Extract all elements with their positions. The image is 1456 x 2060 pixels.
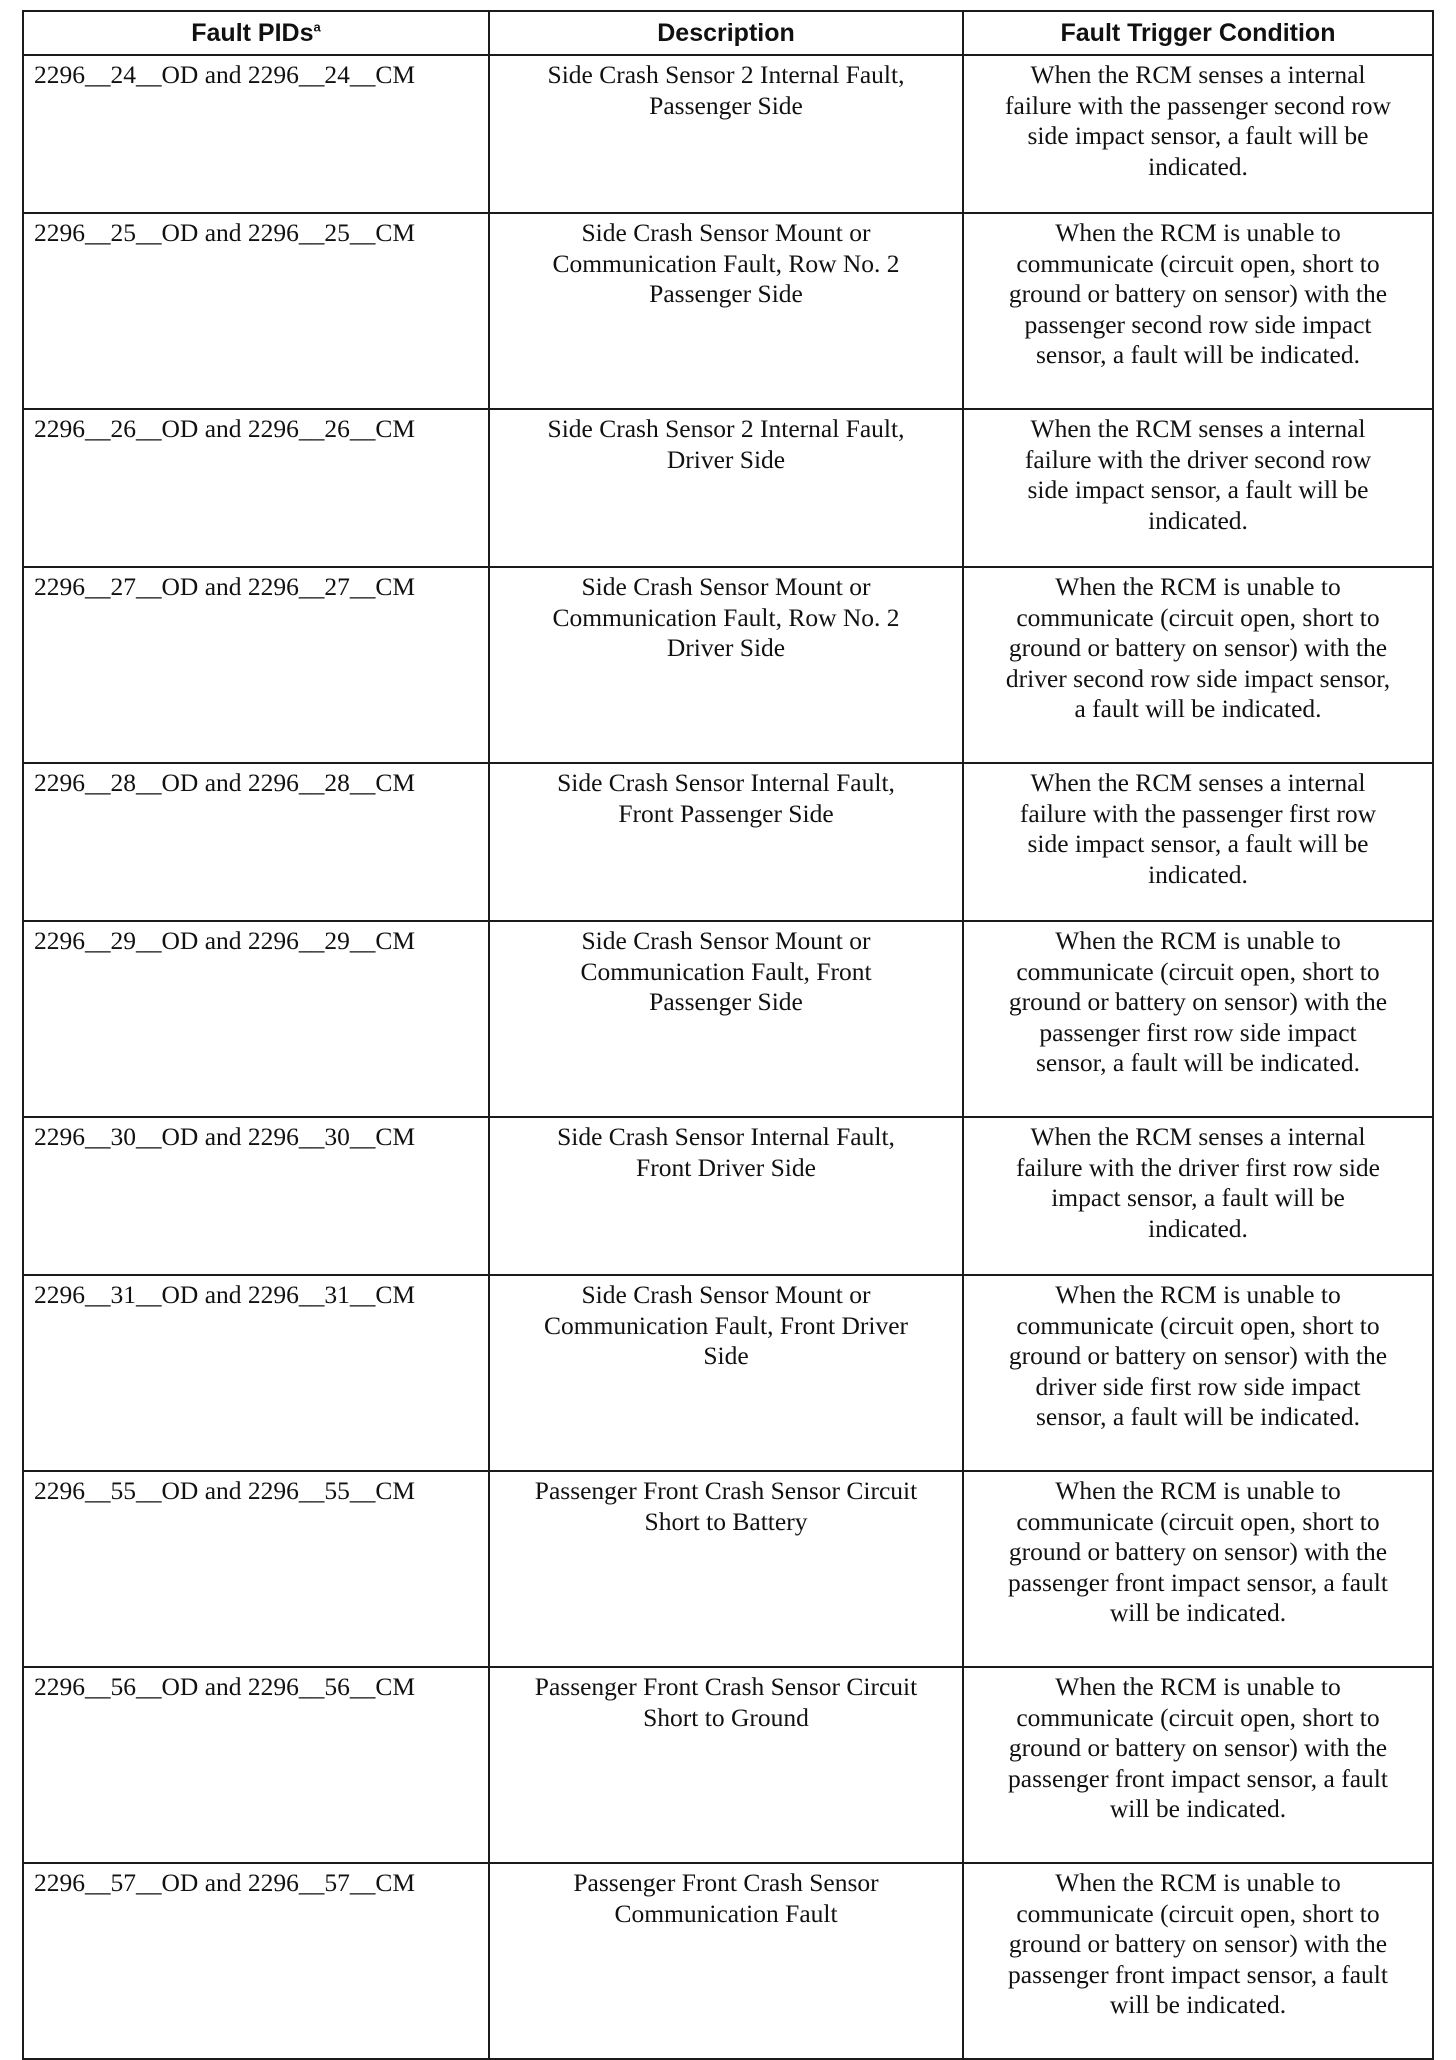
description-line: Passenger Front Crash Sensor Circuit bbox=[534, 1672, 918, 1701]
condition-line: failure with the passenger second row bbox=[1005, 90, 1391, 120]
description-line: Passenger Front Crash Sensor Circuit bbox=[534, 1476, 918, 1505]
description-cell bbox=[489, 567, 963, 763]
condition-line: indicated. bbox=[1148, 859, 1248, 889]
condition-line: driver second row side impact sensor, bbox=[1005, 663, 1391, 693]
condition-line: will be indicated. bbox=[1109, 1990, 1287, 2019]
condition-line: side impact sensor, a fault will be bbox=[1027, 829, 1369, 858]
description-line: Driver Side bbox=[666, 444, 786, 474]
description-line: Communication Fault bbox=[614, 1898, 838, 1928]
condition-line: passenger front impact sensor, a fault bbox=[1008, 1763, 1388, 1793]
condition-line: indicated. bbox=[1148, 1213, 1248, 1243]
description-line: Side Crash Sensor Mount or bbox=[581, 926, 871, 955]
condition-line: passenger front impact sensor, a fault bbox=[1008, 1567, 1388, 1597]
condition-line: indicated. bbox=[1148, 151, 1248, 181]
description-line: Side bbox=[703, 1341, 749, 1370]
description-line: Short to Ground bbox=[643, 1702, 809, 1732]
fault-pid-cell: 2296__55__OD and 2296__55__CM bbox=[23, 1471, 489, 1667]
condition-line: When the RCM is unable to bbox=[1055, 1868, 1341, 1897]
fault-pid-cell: 2296__57__OD and 2296__57__CM bbox=[23, 1863, 489, 2059]
description-cell bbox=[489, 763, 963, 921]
table-row bbox=[23, 1117, 1433, 1275]
description-line: Side Crash Sensor Mount or bbox=[581, 572, 871, 601]
table-row bbox=[23, 1275, 1433, 1471]
description-cell bbox=[489, 213, 963, 409]
description-line: Passenger Front Crash Sensor bbox=[573, 1868, 879, 1897]
condition-line: ground or battery on sensor) with the bbox=[1008, 987, 1388, 1016]
condition-line: failure with the driver second row bbox=[1024, 444, 1372, 474]
fault-pid-table bbox=[22, 10, 1434, 2060]
header-fault-pids-label: Fault PIDs bbox=[191, 18, 314, 47]
trigger-condition-cell bbox=[963, 1863, 1433, 2059]
fault-pid-cell: 2296__29__OD and 2296__29__CM bbox=[23, 921, 489, 1117]
condition-line: side impact sensor, a fault will be bbox=[1027, 475, 1369, 504]
description-cell bbox=[489, 409, 963, 567]
condition-line: passenger second row side impact bbox=[1024, 309, 1372, 339]
description-cell bbox=[489, 1667, 963, 1863]
condition-line: When the RCM is unable to bbox=[1055, 1280, 1341, 1309]
table-row bbox=[23, 1471, 1433, 1667]
condition-line: passenger front impact sensor, a fault bbox=[1008, 1959, 1388, 1989]
fault-pid-cell: 2296__56__OD and 2296__56__CM bbox=[23, 1667, 489, 1863]
condition-line: sensor, a fault will be indicated. bbox=[1035, 1048, 1360, 1077]
header-row bbox=[23, 11, 1433, 55]
description-cell bbox=[489, 921, 963, 1117]
condition-line: When the RCM is unable to bbox=[1055, 1476, 1341, 1505]
table-row bbox=[23, 567, 1433, 763]
table-row bbox=[23, 409, 1433, 567]
fault-pid-cell: 2296__27__OD and 2296__27__CM bbox=[23, 567, 489, 763]
table-row bbox=[23, 921, 1433, 1117]
description-line: Side Crash Sensor Mount or bbox=[581, 1280, 871, 1309]
condition-line: communicate (circuit open, short to bbox=[1016, 602, 1380, 632]
table-row bbox=[23, 213, 1433, 409]
trigger-condition-cell bbox=[963, 1275, 1433, 1471]
condition-line: ground or battery on sensor) with the bbox=[1008, 1341, 1388, 1370]
condition-line: impact sensor, a fault will be bbox=[1051, 1183, 1345, 1212]
condition-line: driver side first row side impact bbox=[1035, 1371, 1361, 1401]
description-line: Passenger Side bbox=[649, 987, 803, 1016]
table-row bbox=[23, 763, 1433, 921]
trigger-condition-cell bbox=[963, 1117, 1433, 1275]
description-line: Side Crash Sensor 2 Internal Fault, bbox=[547, 414, 905, 443]
description-line: Front Passenger Side bbox=[618, 798, 834, 828]
trigger-condition-cell bbox=[963, 1471, 1433, 1667]
header-trigger-condition: Fault Trigger Condition bbox=[963, 11, 1433, 55]
condition-line: When the RCM senses a internal bbox=[1030, 60, 1366, 89]
condition-line: a fault will be indicated. bbox=[1074, 694, 1322, 723]
condition-line: ground or battery on sensor) with the bbox=[1008, 633, 1388, 662]
condition-line: will be indicated. bbox=[1109, 1794, 1287, 1823]
description-line: Passenger Side bbox=[649, 90, 803, 120]
trigger-condition-cell bbox=[963, 921, 1433, 1117]
condition-line: When the RCM senses a internal bbox=[1030, 768, 1366, 797]
description-line: Passenger Side bbox=[649, 279, 803, 308]
description-cell bbox=[489, 1275, 963, 1471]
description-line: Communication Fault, Front Driver bbox=[543, 1310, 909, 1340]
description-line: Front Driver Side bbox=[636, 1152, 816, 1182]
description-cell bbox=[489, 1117, 963, 1275]
condition-line: sensor, a fault will be indicated. bbox=[1035, 1402, 1360, 1431]
condition-line: failure with the passenger first row bbox=[1019, 798, 1377, 828]
table-body bbox=[23, 55, 1433, 2059]
trigger-condition-cell bbox=[963, 55, 1433, 213]
description-cell bbox=[489, 1471, 963, 1667]
trigger-condition-cell bbox=[963, 567, 1433, 763]
description-line: Driver Side bbox=[666, 633, 786, 662]
condition-line: ground or battery on sensor) with the bbox=[1008, 1929, 1388, 1958]
condition-line: ground or battery on sensor) with the bbox=[1008, 1537, 1388, 1566]
table-row bbox=[23, 1667, 1433, 1863]
condition-line: ground or battery on sensor) with the bbox=[1008, 279, 1388, 308]
description-line: Communication Fault, Row No. 2 bbox=[552, 602, 900, 632]
condition-line: side impact sensor, a fault will be bbox=[1027, 121, 1369, 150]
condition-line: communicate (circuit open, short to bbox=[1016, 956, 1380, 986]
description-line: Short to Battery bbox=[644, 1506, 808, 1536]
condition-line: communicate (circuit open, short to bbox=[1016, 1898, 1380, 1928]
condition-line: failure with the driver first row side bbox=[1016, 1152, 1380, 1182]
condition-line: communicate (circuit open, short to bbox=[1016, 1506, 1380, 1536]
condition-line: When the RCM is unable to bbox=[1055, 1672, 1341, 1701]
fault-pid-cell: 2296__26__OD and 2296__26__CM bbox=[23, 409, 489, 567]
table-row bbox=[23, 1863, 1433, 2059]
fault-pid-cell: 2296__30__OD and 2296__30__CM bbox=[23, 1117, 489, 1275]
condition-line: indicated. bbox=[1148, 505, 1248, 535]
condition-line: communicate (circuit open, short to bbox=[1016, 248, 1380, 278]
condition-line: communicate (circuit open, short to bbox=[1016, 1310, 1380, 1340]
trigger-condition-cell bbox=[963, 763, 1433, 921]
condition-line: will be indicated. bbox=[1109, 1598, 1287, 1627]
description-line: Side Crash Sensor 2 Internal Fault, bbox=[547, 60, 905, 89]
condition-line: When the RCM is unable to bbox=[1055, 572, 1341, 601]
trigger-condition-cell bbox=[963, 213, 1433, 409]
header-fault-pids bbox=[23, 11, 489, 55]
condition-line: When the RCM senses a internal bbox=[1030, 1122, 1366, 1151]
fault-pid-cell: 2296__31__OD and 2296__31__CM bbox=[23, 1275, 489, 1471]
fault-pid-cell: 2296__28__OD and 2296__28__CM bbox=[23, 763, 489, 921]
condition-line: passenger first row side impact bbox=[1039, 1017, 1357, 1047]
table-row bbox=[23, 55, 1433, 213]
trigger-condition-cell bbox=[963, 409, 1433, 567]
description-line: Communication Fault, Row No. 2 bbox=[552, 248, 900, 278]
condition-line: When the RCM is unable to bbox=[1055, 218, 1341, 247]
condition-line: When the RCM is unable to bbox=[1055, 926, 1341, 955]
condition-line: ground or battery on sensor) with the bbox=[1008, 1733, 1388, 1762]
condition-line: When the RCM senses a internal bbox=[1030, 414, 1366, 443]
description-line: Communication Fault, Front bbox=[580, 956, 872, 986]
description-line: Side Crash Sensor Internal Fault, bbox=[557, 1122, 895, 1151]
header-description: Description bbox=[489, 11, 963, 55]
fault-pid-cell: 2296__25__OD and 2296__25__CM bbox=[23, 213, 489, 409]
footnote-marker: a bbox=[313, 19, 321, 35]
condition-line: sensor, a fault will be indicated. bbox=[1035, 340, 1360, 369]
fault-pid-cell: 2296__24__OD and 2296__24__CM bbox=[23, 55, 489, 213]
table-header bbox=[23, 11, 1433, 55]
trigger-condition-cell bbox=[963, 1667, 1433, 1863]
description-line: Side Crash Sensor Internal Fault, bbox=[557, 768, 895, 797]
description-cell bbox=[489, 1863, 963, 2059]
description-cell bbox=[489, 55, 963, 213]
description-line: Side Crash Sensor Mount or bbox=[581, 218, 871, 247]
condition-line: communicate (circuit open, short to bbox=[1016, 1702, 1380, 1732]
